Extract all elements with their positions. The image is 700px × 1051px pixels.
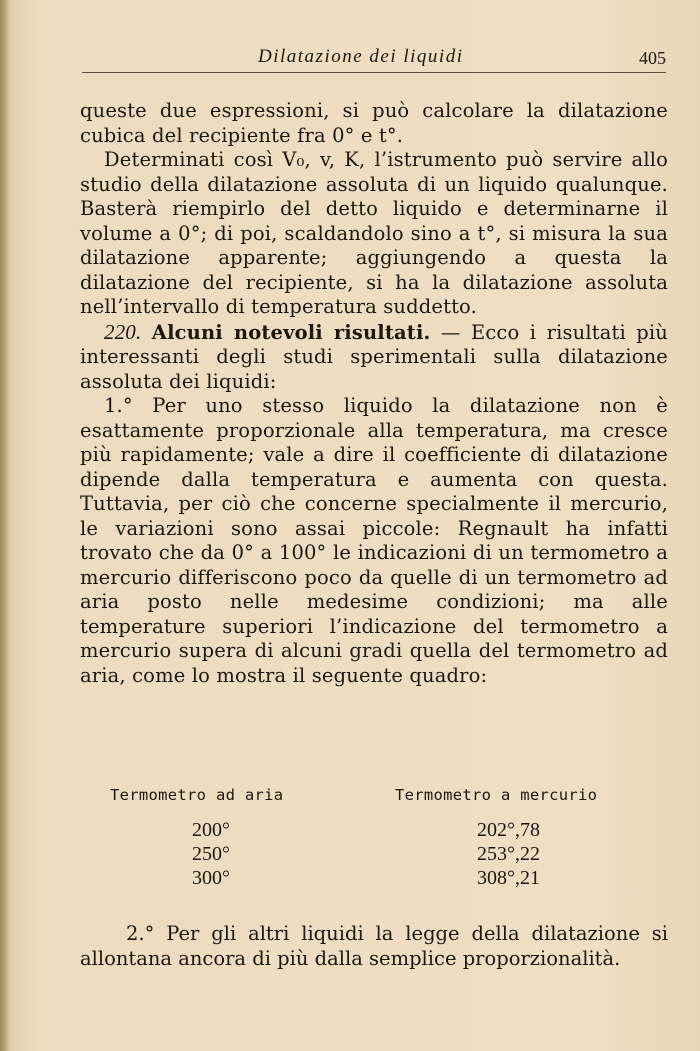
table-cell: 308°,21 xyxy=(477,867,540,889)
mercury-column-header: Termometro a mercurio xyxy=(395,786,598,804)
comparison-table xyxy=(80,786,668,896)
table-cell: 250° xyxy=(192,843,230,865)
section-number: 220. xyxy=(104,319,142,344)
table-cell: 253°,22 xyxy=(477,843,540,865)
air-column-header: Termometro ad aria xyxy=(110,786,284,804)
section-intro: — Ecco i risultati più interessanti degli studi sperimentali sulla dilatazione assoluta dei liquidi: xyxy=(80,320,669,393)
page-number: 405 xyxy=(639,48,666,68)
paragraph-continuation: queste due espressioni, si può calcolare la dilatazione cubica del recipiente fra 0° e t°. xyxy=(80,99,668,147)
point-one: 1.° Per uno stesso liquido la dilatazione non è esattamente proporzionale alla temperatura, ma cresce più rapidamente; vale a dire il coefficiente di dilatazione dipende dalla temperatura e aumenta con questa. Tuttavia, per ciò che concerne specialmente il mercurio, le variazioni sono assai piccole: Regnault ha infatti trovato che da 0° a 100° le indicazioni di un termometro a mercurio differiscono poco da quelle di un termometro ad aria posto nelle medesime condizioni; ma alle temperature superiori l’indicazione del termometro a mercurio supera di alcuni gradi quella del termometro ad aria, come lo mostra il seguente quadro: xyxy=(80,394,668,687)
section-title: Alcuni notevoli risultati. xyxy=(151,320,431,344)
air-thermometer-column xyxy=(110,786,370,890)
paragraph-determinati: Determinati così V₀, v, K, l’istrumento può servire allo studio della dilatazione assoluta di un liquido qualunque. Basterà riempirlo del detto liquido e determinarne il volume a 0°; di poi, scaldandolo sino a t°, si misura la sua dilatazione apparente; aggiungendo a questa la dilatazione del recipiente, si ha la dilatazione assoluta nell’intervallo di temperatura suddetto. xyxy=(80,148,668,318)
table-cell: 202°,78 xyxy=(477,819,540,841)
mercury-thermometer-column xyxy=(395,786,655,890)
tail-text xyxy=(80,922,668,971)
running-head xyxy=(80,46,670,72)
header-rule xyxy=(82,72,666,73)
section-220 xyxy=(80,320,668,395)
running-head-title: Dilatazione dei liquidi xyxy=(258,46,464,67)
point-two: 2.° Per gli altri liquidi la legge della dilatazione si allontana ancora di più dalla semplice proporzionalità. xyxy=(80,922,668,970)
table-cell: 200° xyxy=(192,819,230,841)
table-cell: 300° xyxy=(192,867,230,889)
body-text xyxy=(80,99,668,688)
binding-shadow xyxy=(0,0,10,1051)
